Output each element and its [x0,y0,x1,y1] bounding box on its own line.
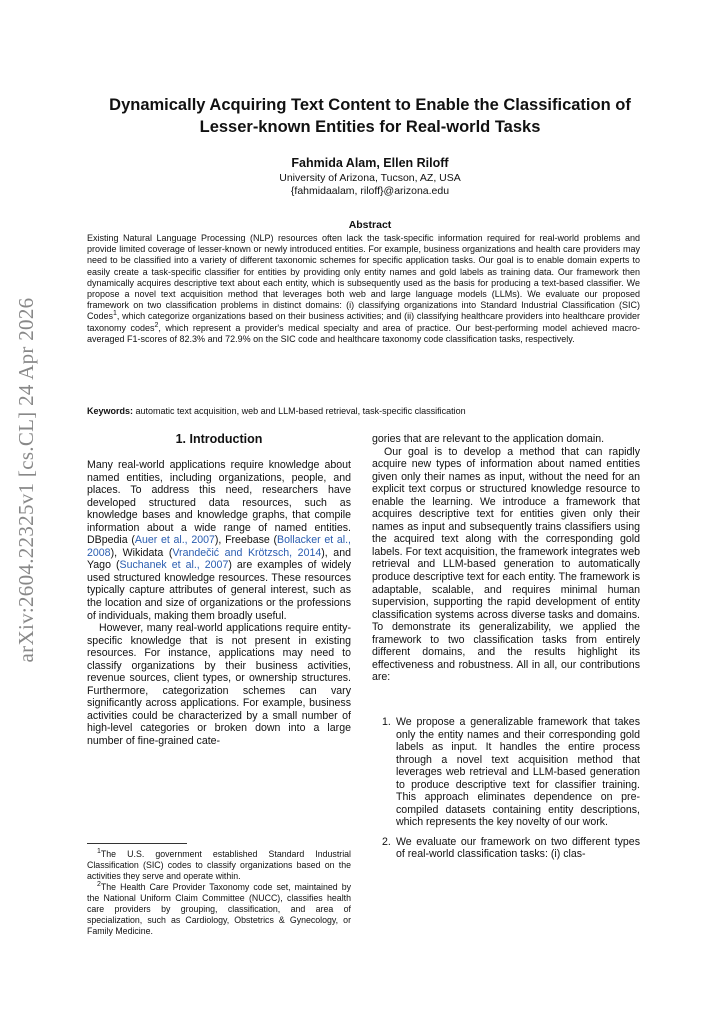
citation-link[interactable]: Bollacker et al., 2008 [87,534,351,559]
paper-title [60,94,680,138]
abstract-text-1: Existing Natural Language Processing (NLP) resources often lack the task-specific information required for real-world problems and provide limited coverage of lesser-known or newly introduced entities. For example, business organizations and health care providers may need to be classified into a variety of different taxonomic schemes for specific application tasks. Our goal is to enable domain experts to easily create a task-specific classifier for entities by providing only entity names and gold labels as training data. Our framework then dynamically acquires descriptive text about each entity, which is subsequently used as the basis for producing a text-based classifier. We propose a novel text acquisition method that leverages both web and large language models (LLMs). We evaluate our proposed framework on two classification problems in distinct domains: (i) classifying organizations into Standard Industrial Classification (SIC) Codes [87,233,640,322]
list-item-text: We evaluate our framework on two different types of real-world classification tasks: (i) clas- [396,835,640,861]
affiliation: University of Arizona, Tucson, AZ, USA [279,172,461,184]
footnote-mark: 2 [97,881,101,889]
footnote-ref-1[interactable]: 1 [113,310,117,318]
text-run: Many real-world applications require knowledge about named entities, including organizations, people, and places. To address this need, researchers have developed structured data resources, such as knowledge bases and knowledge graphs, that compile information about a wide range of named entities. DBpedia ( [87,459,351,547]
keywords-label: Keywords: [87,406,134,416]
list-item [372,716,640,829]
citation-link[interactable]: Vrandečić and Krötzsch, 2014 [172,546,322,559]
left-column [87,459,351,748]
list-item-text: We propose a generalizable framework that takes only the entity names and their corresponding gold labels as input. It handles the entire process through a novel text acquisition method that leverages web retrieval and LLM-based generation to produce descriptive text for classifier training. This approach eliminates dependence on pre-compiled datasets containing entity descriptions, which represents the key novelty of our work. [396,716,640,829]
footnote-mark: 1 [97,848,101,856]
list-number: 1. [382,716,391,728]
text-run: ), and Yago ( [87,546,351,572]
abstract-text-3: , which represent a provider's medical specialty and area of practice. Our best-performing model achieved macro-averaged F1-scores of 82.3% and 72.9% on the SIC code and healthcare taxonomy code classification tasks, respectively. [87,322,640,344]
text-run: ), Wikidata ( [110,546,173,559]
footnote-text: The U.S. government established Standard Industrial Classification (SIC) codes to classify organizations based on the activities they serve and operate within. [87,849,351,881]
authors: Fahmida Alam, Ellen Riloff [291,156,449,170]
citation-link[interactable]: Auer et al., 2007 [134,534,215,547]
footnote-2 [87,882,351,937]
intro-paragraph-3: gories that are relevant to the application domain. [372,433,605,445]
section-heading-introduction: 1. Introduction [175,432,263,446]
keywords-list: automatic text acquisition, web and LLM-based retrieval, task-specific classification [133,406,466,416]
author-emails[interactable]: {fahmidaalam, riloff}@arizona.edu [290,185,450,197]
text-run: ), Freebase ( [214,534,278,547]
keywords [87,406,640,416]
abstract-heading: Abstract [348,219,392,231]
footnote-text: The Health Care Provider Taxonomy code set, maintained by the National Uniform Claim Committee (NUCC), classifies health care providers by grouping, classification, and area of specialization, such as Cardiology, Obstetrics & Gynecology, or Family Medicine. [87,882,351,936]
footnote-divider [87,843,187,844]
contributions-list [372,716,640,861]
footnote-ref-2[interactable]: 2 [154,321,159,329]
intro-paragraph-1 [87,459,351,622]
abstract-text-2: , which categorize organizations based on their business activities; and (ii) classifying healthcare providers into healthcare provider taxonomy codes [87,311,640,333]
text-run: ) are examples of widely used structured knowledge resources. These resources typically capture attributes of general interest, such as the location and size of organizations or the professions of individuals, making them broadly useful. [87,559,351,622]
abstract-body [87,233,640,345]
footnote-1 [87,849,351,882]
footnotes [87,849,351,937]
right-column [372,433,640,684]
title-line-1: Dynamically Acquiring Text Content to Enable the Classification of [109,96,631,114]
list-item [372,836,640,861]
list-number: 2. [382,835,391,848]
citation-link[interactable]: Suchanek et al., 2007 [119,559,229,572]
intro-paragraph-4: Our goal is to develop a method that can rapidly acquire new types of information about named entities given only their names as input, without the need for an explicit text corpus or structured knowledge resource to enable the learning. We introduce a framework that acquires descriptive text for entities given only their names as input and subsequently trains classifiers using the acquired text along with the corresponding gold labels. For text acquisition, the framework integrates web retrieval and LLM-based generation to automatically produce descriptive text for each entity. The framework is adaptable, scalable, and requires minimal human supervision, supporting the rapid development of entity classification systems across diverse tasks and domains. To demonstrate its generalizability, we applied the framework to two classification tasks from entirely different domains, and the results highlight its effectiveness and robustness. All in all, our contributions are: [372,445,640,684]
arxiv-stamp[interactable]: arXiv:2604.22325v1 [cs.CL] 24 Apr 2026 [14,297,38,663]
intro-paragraph-2: However, many real-world applications require entity-specific knowledge that is not present in existing resources. For instance, applications may need to classify organizations by their business activities, revenue sources, client types, or ownership structures. Furthermore, categorization schemes can vary significantly across applications. For example, business activities could be characterized by a small number of high-level categories or broken down into a large number of fine-grained cate- [87,622,351,748]
title-line-2: Lesser-known Entities for Real-world Tasks [199,118,541,136]
